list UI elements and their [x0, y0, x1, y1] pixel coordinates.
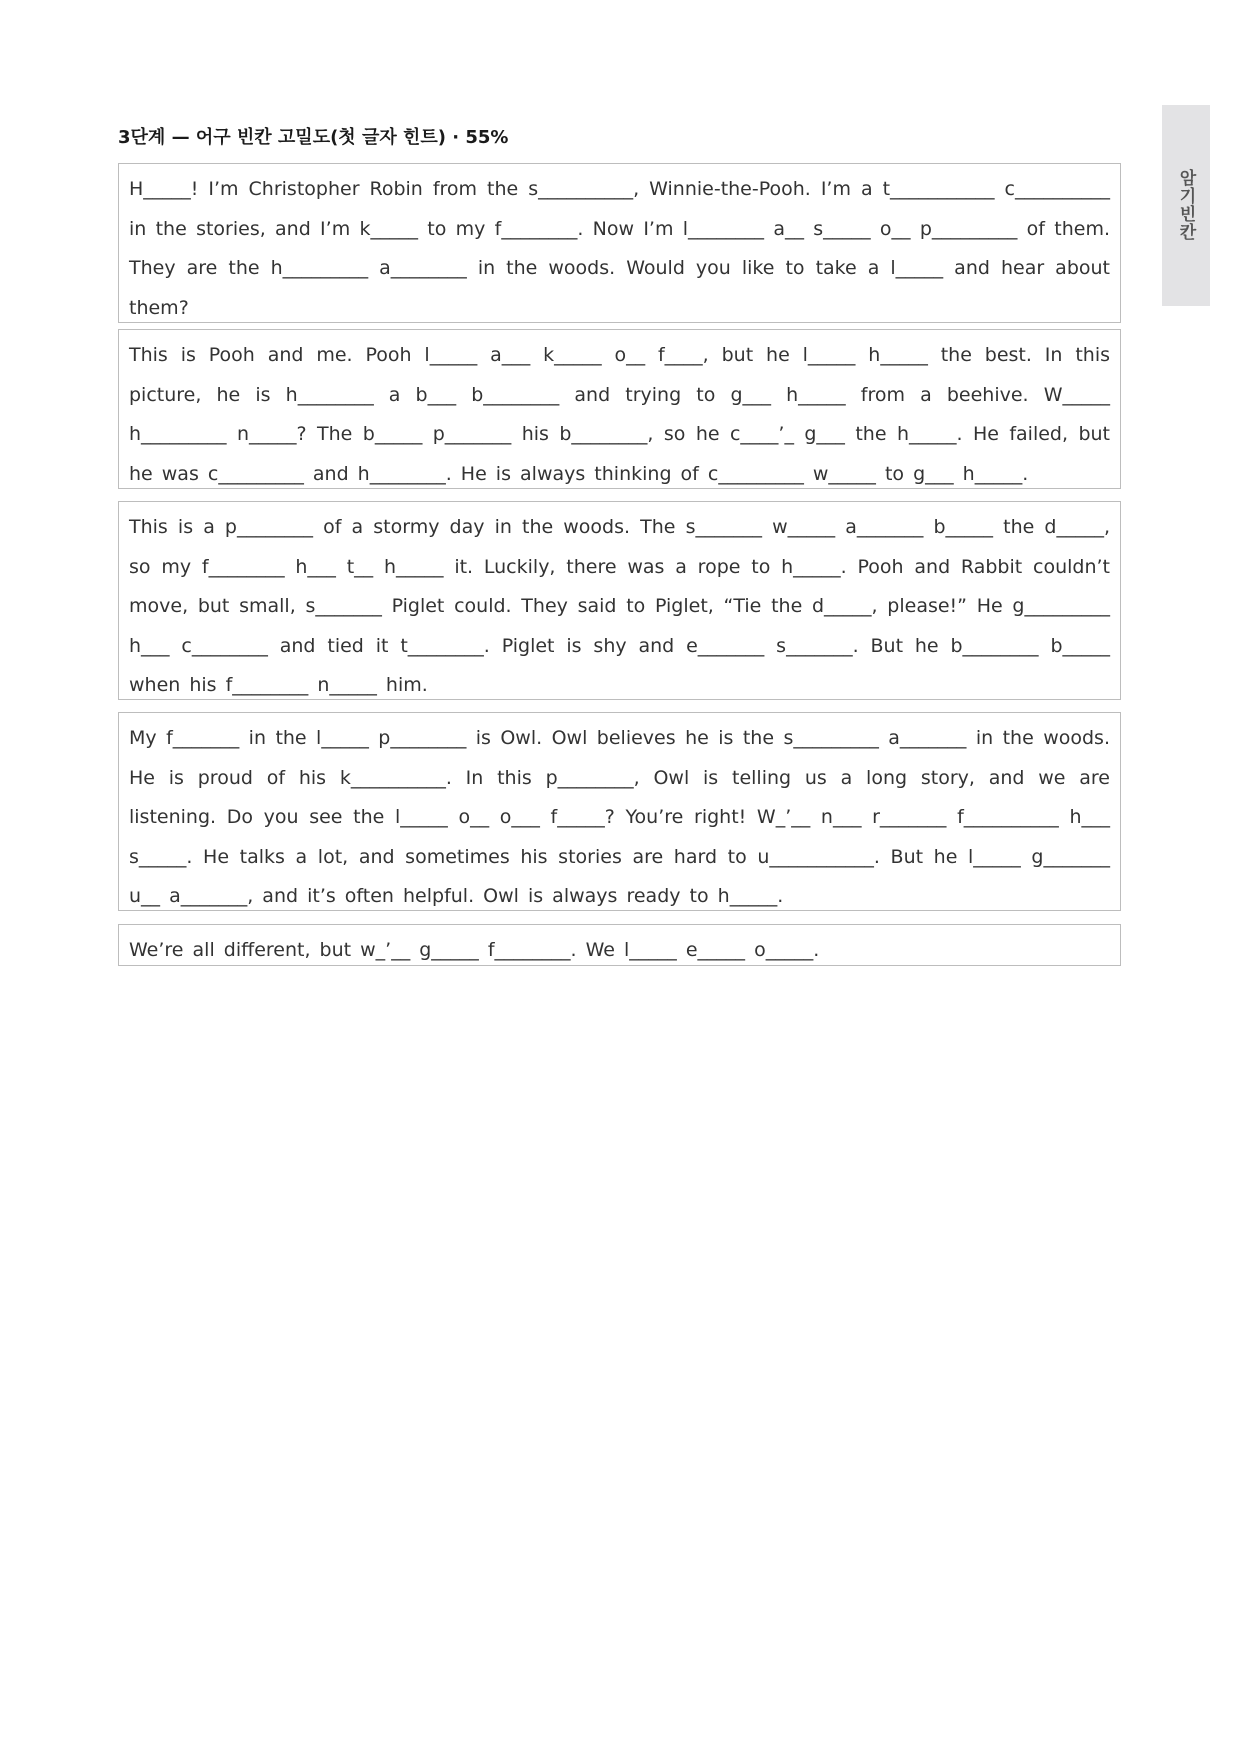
passage-text-4: My f_______ in the l_____ p________ is Owl. Owl believes he is the s_________ a_______ in the woods. He is proud of his k__________. In this p________, Owl is telling us a long story, and we are listening. Do you see the l_____ o__ o___ f_____? You’re right! W_’__ n___ r_______ f__________ h___ s_____. He talks a lot, and sometimes his stories are hard to u___________. But he l_____ g_______ u__ a_______, and it’s often helpful. Owl is always ready to h_____. — [129, 727, 1110, 907]
page-title: 3단계 — 어구 빈칸 고밀도(첫 글자 힌트) · 55% — [118, 127, 509, 148]
passage-box-1 — [118, 163, 1121, 323]
passage-text-1: H_____! I’m Christopher Robin from the s__________, Winnie-the-Pooh. I’m a t___________ c__________ in the stories, and I’m k_____ to my f________. Now I’m l________ a__ s_____ o__ p_________ of them. They are the h_________ a________ in the woods. Would you like to take a l_____ and hear about them? — [129, 178, 1110, 319]
side-tab-label: 암기빈칸 — [1175, 169, 1196, 241]
passage-box-5 — [118, 924, 1121, 966]
passage-text-2: This is Pooh and me. Pooh l_____ a___ k_____ o__ f____, but he l_____ h_____ the best. In this picture, he is h________ a b___ b________ and trying to g___ h_____ from a beehive. W_____ h_________ n_____? The b_____ p_______ his b________, so he c____’_ g___ the h_____. He failed, but he was c_________ and h________. He is always thinking of c_________ w_____ to g___ h_____. — [129, 344, 1110, 485]
passage-text-3: This is a p________ of a stormy day in the woods. The s_______ w_____ a_______ b_____ the d_____, so my f________ h___ t__ h_____ it. Luckily, there was a rope to h_____. Pooh and Rabbit couldn’t move, but small, s_______ Piglet could. They said to Piglet, “Tie the d_____, please!” He g_________ h___ c________ and tied it t________. Piglet is shy and e_______ s_______. But he b________ b_____ when his f________ n_____ him. — [129, 516, 1110, 696]
passage-box-2 — [118, 329, 1121, 489]
side-tab — [1162, 105, 1210, 306]
passage-text-5: We’re all different, but w_’__ g_____ f________. We l_____ e_____ o_____. — [129, 939, 820, 961]
passage-box-4 — [118, 712, 1121, 911]
passage-box-3 — [118, 501, 1121, 700]
